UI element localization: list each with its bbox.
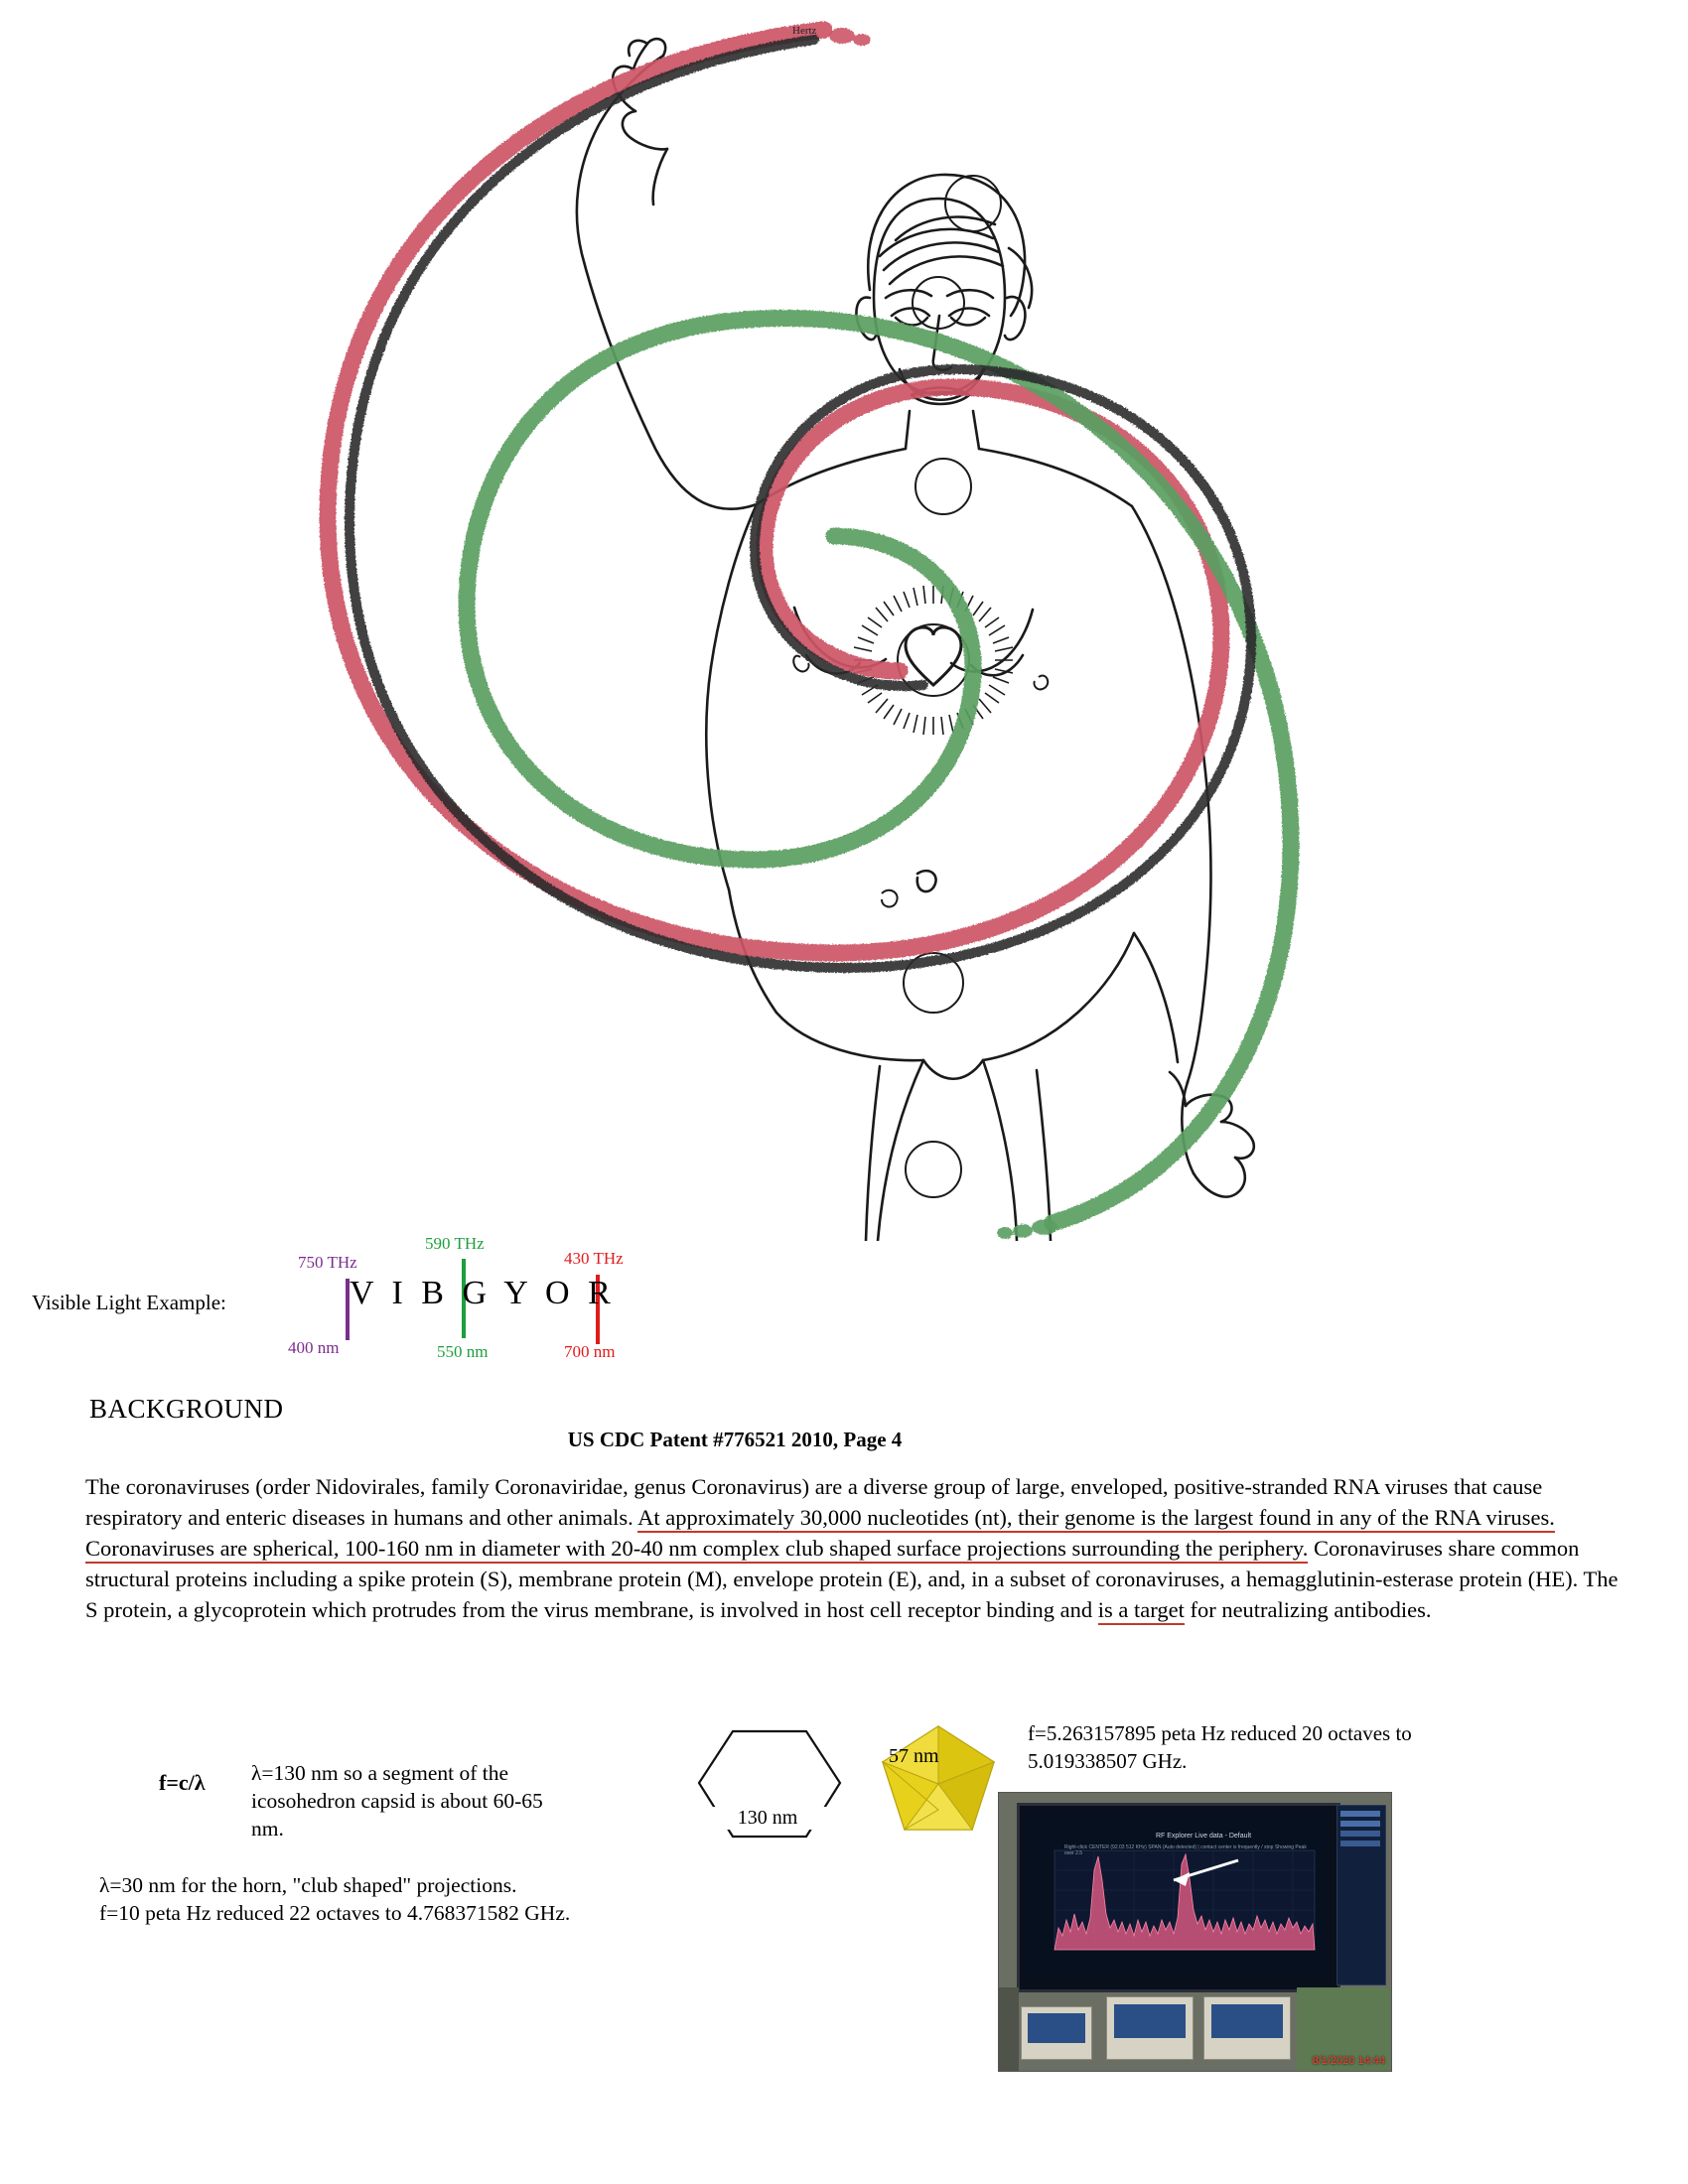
rf-explorer-spectrum-photo — [998, 1792, 1392, 2072]
paragraph-run: The coronaviruses (order Nidovirales, family Coronaviridae, genus Coronavirus) are a diverse group of large, enveloped, positive-stranded RNA viruses that cause respiratory and enteric diseases in humans and other animals. — [85, 1474, 1543, 1530]
paragraph-underlined-run: At approximately 30,000 nucleotides (nt), their genome is the largest found in any of the RNA viruses. Coronaviruses are spherical, 100-160 nm in diameter with 20-40 nm complex club shaped surface projections surrounding the periphery. — [85, 1505, 1555, 1564]
human-body-outline — [577, 39, 1254, 1241]
patent-caption: US CDC Patent #776521 2010, Page 4 — [567, 1428, 903, 1451]
photo-side-row — [1340, 1821, 1380, 1827]
formula-lambda-30 — [99, 1871, 655, 1927]
tick-freq-violet: 750 THz — [298, 1253, 357, 1272]
formula-block — [0, 1717, 1688, 2184]
photo-device-left-screen — [1028, 2013, 1085, 2043]
hexagon-label: 130 nm — [703, 1807, 832, 1830]
photo-side-row — [1340, 1841, 1380, 1846]
photo-device-mid — [1106, 1996, 1194, 2060]
formula-lambda-130: λ=130 nm so a segment of the icosohedron capsid is about 60-65 nm. — [251, 1761, 543, 1841]
formula-f-equals-c-over-lambda: f=c/λ — [159, 1770, 206, 1795]
photo-edge — [999, 1987, 1019, 2071]
photo-device-left — [1021, 2006, 1092, 2060]
visible-light-example — [0, 1231, 1688, 1390]
photo-device-right — [1203, 1996, 1291, 2060]
tick-wavelength-violet: 400 nm — [288, 1338, 340, 1357]
hertz-mark: Hertz — [792, 25, 817, 37]
photo-device-mid-screen — [1114, 2004, 1186, 2038]
photo-device-right-screen — [1211, 2004, 1283, 2038]
visible-light-label: Visible Light Example: — [32, 1291, 226, 1314]
icosahedron-label: 57 nm — [889, 1745, 939, 1767]
background-paragraph — [85, 1471, 1634, 1625]
tick-freq-green: 590 THz — [425, 1234, 485, 1253]
photo-side-row — [1340, 1811, 1380, 1817]
paragraph-run: Coronaviruses share common structural proteins including a spike protein (S), membrane protein (M), envelope protein (E), and, in a subset of coronaviruses, a hemagglutinin-esterase protein (HE). The S protein, a glycoprotein which protrudes from the virus membrane, is involved in host cell receptor binding and — [85, 1536, 1618, 1622]
formula-lambda-30-line1: λ=30 nm for the horn, "club shaped" projections. — [99, 1873, 517, 1897]
photo-screen — [1025, 1811, 1327, 1978]
photo-screen-title: RF Explorer Live data - Default — [1155, 1833, 1252, 1840]
photo-screen-subtitle: Right-click CENTER (92.03 512 KHz) SPAN (Auto detected) | contact center is frequently / stop Showing Peak over 2.5 — [1064, 1844, 1307, 1856]
photo-side-row — [1340, 1831, 1380, 1837]
background-heading: BACKGROUND — [89, 1394, 284, 1424]
paragraph-underlined-run: is a target — [1098, 1597, 1185, 1625]
tick-wavelength-red: 700 nm — [564, 1342, 616, 1361]
vibgyor-spectrum-text: V I B G Y O R — [350, 1275, 616, 1311]
tick-wavelength-green: 550 nm — [437, 1342, 489, 1361]
peta-hz-note: f=5.263157895 peta Hz reduced 20 octaves to 5.019338507 GHz. — [1028, 1721, 1412, 1773]
heart-icon — [906, 627, 961, 685]
tick-freq-red: 430 THz — [564, 1249, 624, 1268]
photo-timestamp: 8/1/2020 14:44 — [1312, 2055, 1385, 2067]
icosahedron-shape — [869, 1722, 1008, 1842]
heart-chakra-symbol — [854, 586, 1013, 735]
paragraph-run: for neutralizing antibodies. — [1184, 1597, 1432, 1622]
formula-lambda-30-line2: f=10 peta Hz reduced 22 octaves to 4.768371582 GHz. — [99, 1901, 571, 1925]
